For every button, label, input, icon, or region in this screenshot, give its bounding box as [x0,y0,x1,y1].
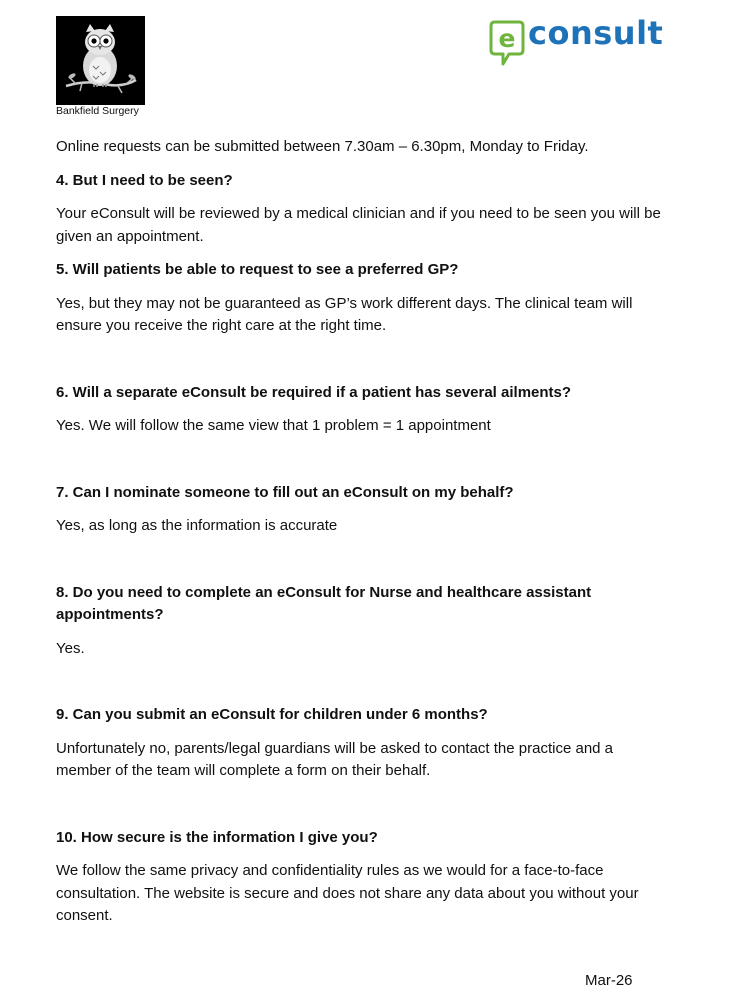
faq-question: 5. Will patients be able to request to see a preferred GP? [56,261,459,278]
faq-question: 8. Do you need to complete an eConsult for Nurse and healthcare assistant appointments? [56,583,592,623]
intro-text: Online requests can be submitted between 7.30am – 6.30pm, Monday to Friday. [56,138,589,155]
footer-date: Mar-26 [585,972,633,989]
speech-bubble-icon [489,18,525,66]
faq-question: 9. Can you submit an eConsult for children under 6 months? [56,706,488,723]
faq-answer: Yes. [56,639,85,657]
faq-question: 4. But I need to be seen? [56,171,233,189]
owl-icon [56,16,145,105]
faq-answer: Yes, as long as the information is accurate [56,517,338,534]
practice-logo [56,16,145,105]
faq-question: 6. Will a separate eConsult be required if a patient has several ailments? [56,383,572,401]
brand-text: consult [528,14,664,52]
brand-letter: e [498,24,516,53]
faq-question: 10. How secure is the information I give you? [56,828,378,846]
faq-answer: Yes, but they may not be guaranteed as GP’s work different days. The clinical team will ensure you receive the right care at the right time. [56,294,633,334]
faq-answer: We follow the same privacy and confidentiality rules as we would for a face-to-face consultation. The website is secure and does not share any data about you without your consent. [56,862,639,924]
faq-question: 7. Can I nominate someone to fill out an eConsult on my behalf? [56,483,514,501]
practice-name: Bankfield Surgery [56,105,139,117]
econsult-logo [489,14,664,66]
faq-answer: Unfortunately no, parents/legal guardians will be asked to contact the practice and a member of the team will complete a form on their behalf. [56,739,614,779]
faq-content [56,136,666,928]
faq-answer: Yes. We will follow the same view that 1 problem = 1 appointment [56,417,491,434]
faq-answer: Your eConsult will be reviewed by a medical clinician and if you need to be seen you will be given an appointment. [56,205,661,245]
